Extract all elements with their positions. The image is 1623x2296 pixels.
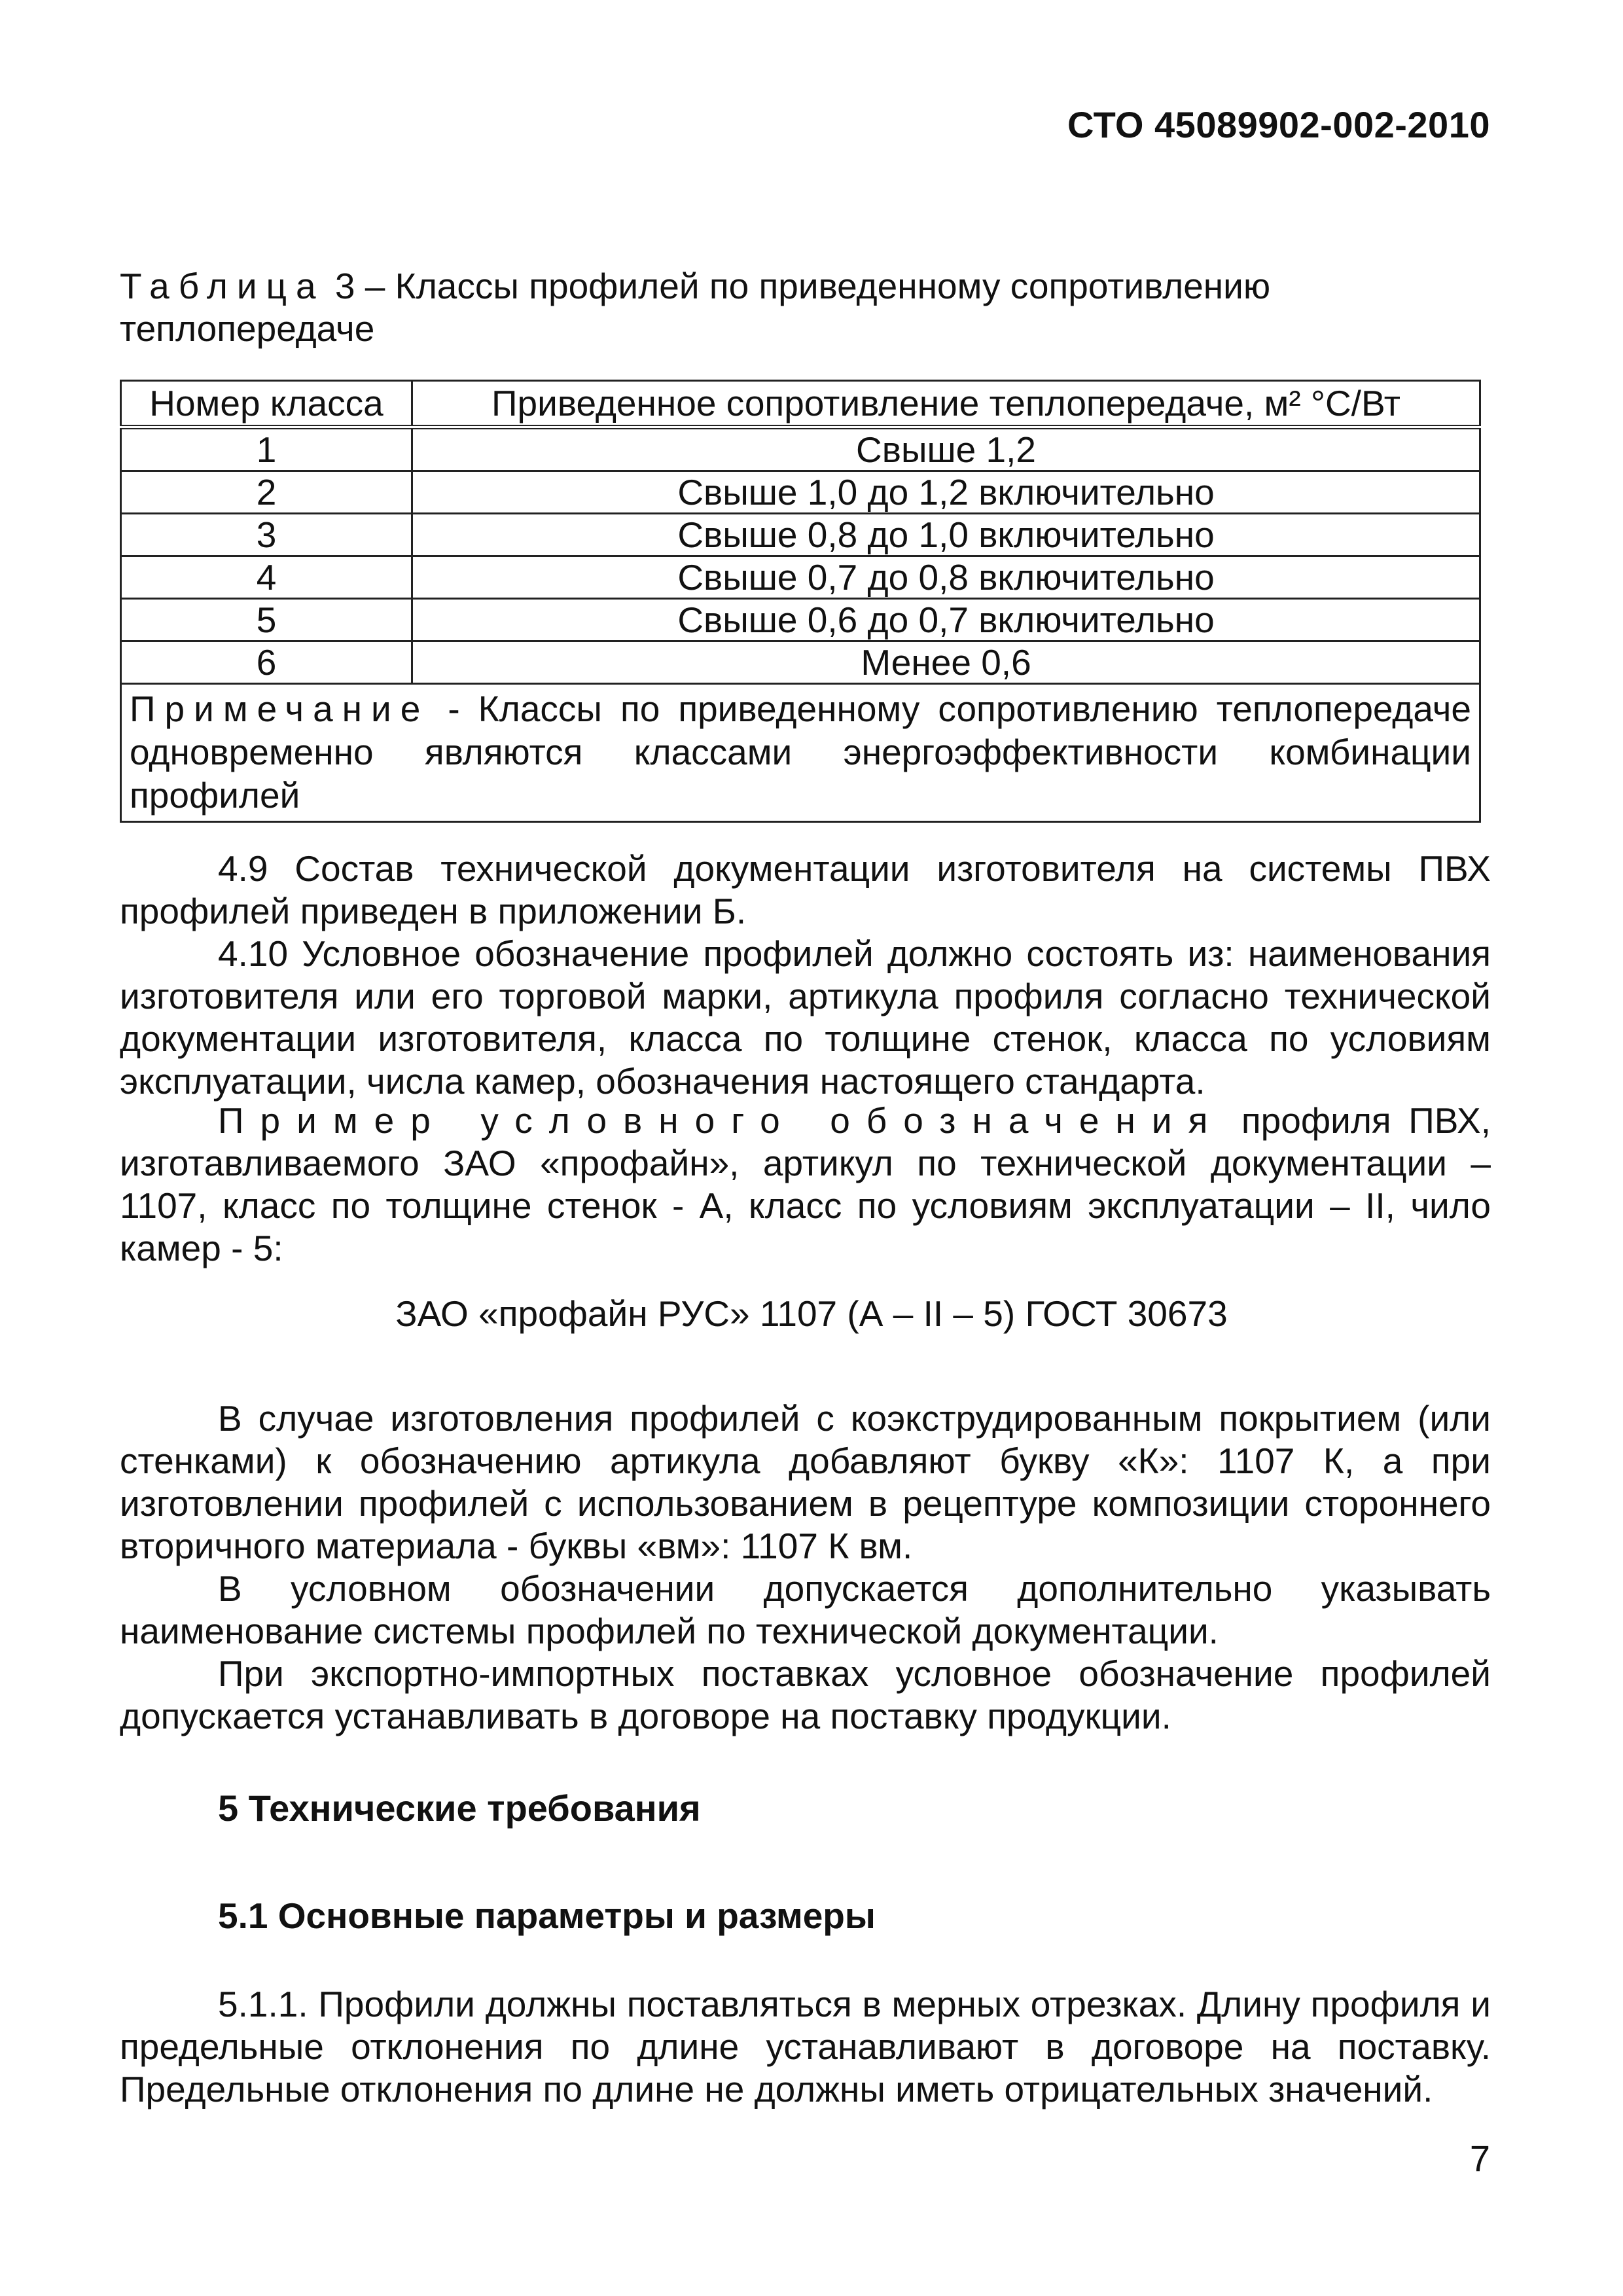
profile-classes-table bbox=[120, 380, 1481, 823]
section-5-heading: 5 Технические требования bbox=[218, 1787, 701, 1829]
coextruded-paragraph bbox=[120, 1397, 1491, 1568]
table-caption-text: 3 – Классы профилей по приведенному сопротивлению теплопередаче bbox=[120, 266, 1271, 349]
table-row bbox=[121, 471, 1480, 514]
resistance-cell: Свыше 1,2 bbox=[412, 427, 1480, 471]
table-note-text: - Классы по приведенному сопротивлению теплопередаче одновременно являются классами энергоэффективности комбинации профилей bbox=[130, 689, 1471, 816]
table-caption-lead: Таблица bbox=[120, 266, 325, 306]
table-row bbox=[121, 514, 1480, 556]
paragraph-4-10 bbox=[120, 933, 1491, 1103]
class-number-cell: 1 bbox=[121, 427, 412, 471]
resistance-cell: Свыше 1,0 до 1,2 включительно bbox=[412, 471, 1480, 514]
paragraph-4-9 bbox=[120, 848, 1491, 933]
paragraph-4-10-text: 4.10 Условное обозначение профилей должно состоять из: наименования изготовителя или его торговой марки, артикула профиля согласно технической документации изготовителя, класса по толщине стенок, класса по условиям эксплуатации, числа камер, обозначения настоящего стандарта. bbox=[120, 933, 1491, 1102]
table-note-row bbox=[121, 684, 1480, 822]
table-note-lead: Примечание bbox=[130, 689, 430, 729]
class-number-cell: 3 bbox=[121, 514, 412, 556]
table-row bbox=[121, 599, 1480, 641]
paragraph-5-1-1 bbox=[120, 1983, 1491, 2111]
table-row bbox=[121, 427, 1480, 471]
system-name-paragraph bbox=[120, 1568, 1491, 1653]
paragraph-5-1-1-text: 5.1.1. Профили должны поставляться в мерных отрезках. Длину профиля и предельные отклонения по длине устанавливают в договоре на поставку. Предельные отклонения по длине не должны иметь отрицательных значений. bbox=[120, 1984, 1491, 2109]
table-caption bbox=[120, 265, 1494, 350]
export-text: При экспортно-импортных поставках условное обозначение профилей допускается устанавливать в договоре на поставку продукции. bbox=[120, 1653, 1491, 1736]
resistance-cell: Свыше 0,8 до 1,0 включительно bbox=[412, 514, 1480, 556]
class-number-cell: 6 bbox=[121, 641, 412, 684]
table-header-row bbox=[121, 381, 1480, 427]
page-number: 7 bbox=[1469, 2138, 1490, 2179]
document-code-header: СТО 45089902-002-2010 bbox=[1067, 104, 1490, 145]
example-paragraph bbox=[120, 1100, 1491, 1270]
class-number-cell: 4 bbox=[121, 556, 412, 599]
resistance-cell: Менее 0,6 bbox=[412, 641, 1480, 684]
resistance-cell: Свыше 0,6 до 0,7 включительно bbox=[412, 599, 1480, 641]
coextruded-text: В случае изготовления профилей с коэкструдированным покрытием (или стенками) к обозначению артикула добавляют букву «К»: 1107 К, а при изготовлении профилей с использованием в рецептуре композиции стороннего вторичного материала - буквы «вм»: 1107 К вм. bbox=[120, 1398, 1491, 1566]
column-header-class-number: Номер класса bbox=[121, 381, 412, 427]
system-name-text: В условном обозначении допускается дополнительно указывать наименование системы профилей по технической документации. bbox=[120, 1568, 1491, 1651]
table-row bbox=[121, 556, 1480, 599]
class-number-cell: 5 bbox=[121, 599, 412, 641]
example-text: профиля ПВХ, изготавливаемого ЗАО «профайн», артикул по технической документации – 1107, класс по толщине стенок - А, класс по условиям эксплуатации – II, чило камер - 5: bbox=[120, 1100, 1491, 1268]
paragraph-4-9-text: 4.9 Состав технической документации изготовителя на системы ПВХ профилей приведен в приложении Б. bbox=[120, 848, 1491, 931]
class-number-cell: 2 bbox=[121, 471, 412, 514]
resistance-cell: Свыше 0,7 до 0,8 включительно bbox=[412, 556, 1480, 599]
example-designation: ЗАО «профайн РУС» 1107 (А – II – 5) ГОСТ 30673 bbox=[395, 1293, 1228, 1334]
table-note bbox=[121, 684, 1480, 822]
column-header-resistance: Приведенное сопротивление теплопередаче, м² °С/Вт bbox=[412, 381, 1480, 427]
example-lead: Пример условного обозначения bbox=[218, 1100, 1224, 1141]
section-5-1-heading: 5.1 Основные параметры и размеры bbox=[218, 1895, 876, 1936]
table-row bbox=[121, 641, 1480, 684]
export-paragraph bbox=[120, 1653, 1491, 1738]
